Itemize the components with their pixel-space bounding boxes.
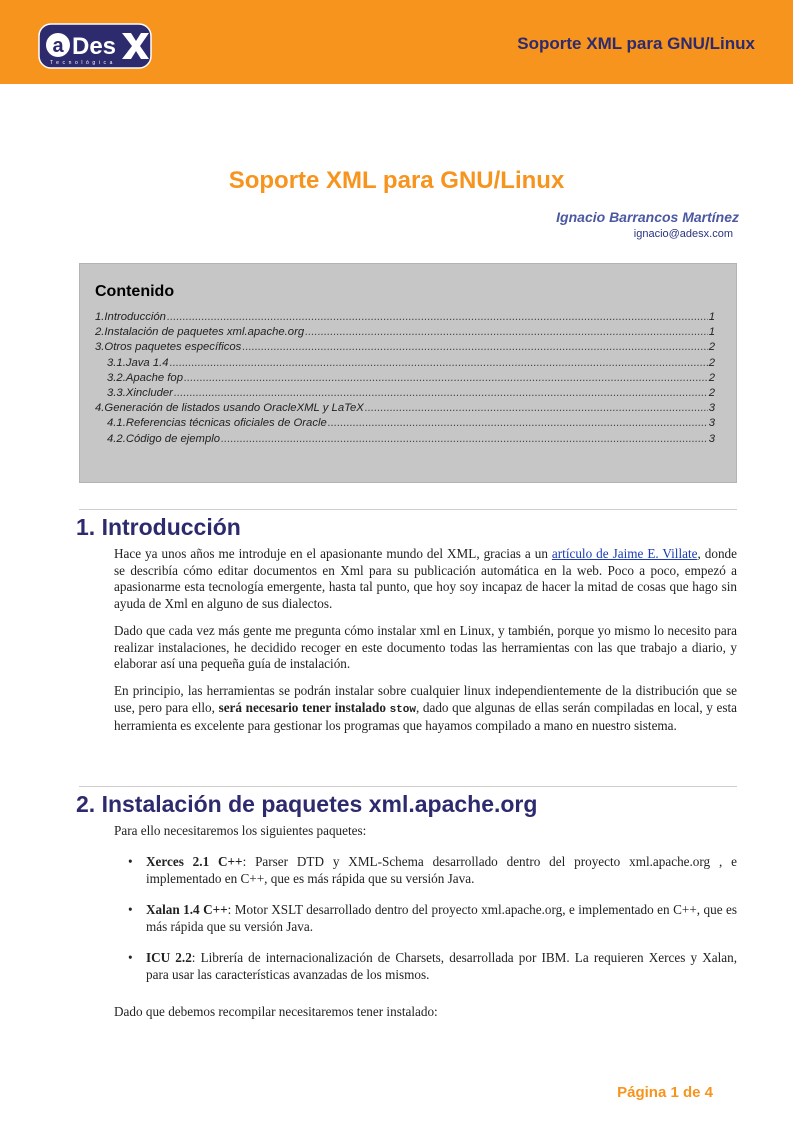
toc-entry[interactable]: 3.Otros paquetes específicos ..... 2	[95, 340, 715, 355]
paragraph: Dado que debemos recompilar necesitaremos tener instalado:	[114, 1004, 438, 1019]
list-item: • ICU 2.2: Librería de internacionalización de Charsets, desarrollada por IBM. La requieren Xerces y Xalan, para usar las características avanzadas de los mismos.	[128, 950, 737, 982]
bullet-icon: •	[128, 950, 133, 965]
page-number: Página 1 de 4	[617, 1084, 713, 1101]
list-item: • Xerces 2.1 C++: Parser DTD y XML-Schema desarrollado dentro del proyecto xml.apache.org , e implementado en C++, que es más rápida que su versión Java.	[128, 854, 737, 886]
bullet-icon: •	[128, 902, 133, 917]
paragraph: Para ello necesitaremos los siguientes paquetes:	[114, 823, 367, 838]
section-heading-instalacion: 2. Instalación de paquetes xml.apache.org	[76, 791, 538, 817]
toc-entry[interactable]: 4.2.Código de ejemplo ..... 3	[95, 432, 715, 447]
svg-text:Des: Des	[72, 33, 117, 60]
toc-entry[interactable]: 4.1.Referencias técnicas oficiales de Oracle ..... 3	[95, 416, 715, 431]
toc-entry[interactable]: 1.Introducción ..... 1	[95, 310, 715, 325]
paragraph: En principio, las herramientas se podrán instalar sobre cualquier linux independientemente de la distribución que se use, pero para ello, será necesario tener instalado stow, dado que algunas de ellas serán compiladas en local, y esta herramienta es excelente para gestionar los programas que hayamos compilado a mano en nuestro sistema.	[114, 683, 738, 733]
toc-entry[interactable]: 3.3.Xincluder ..... 2	[95, 386, 715, 401]
bullet-icon: •	[128, 854, 133, 869]
author-email: ignacio@adesx.com	[633, 228, 733, 240]
document-title: Soporte XML para GNU/Linux	[228, 167, 565, 194]
section-divider	[79, 786, 737, 787]
svg-text:a: a	[52, 35, 64, 57]
toc-entry[interactable]: 3.2.Apache fop ..... 2	[95, 371, 715, 386]
list-item: • Xalan 1.4 C++: Motor XSLT desarrollado dentro del proyecto xml.apache.org, e implementado en C++, que es más rápida que su versión Java.	[128, 902, 737, 934]
section-divider	[79, 509, 737, 510]
adesx-logo	[38, 23, 152, 69]
toc-entry[interactable]: 3.1.Java 1.4 ..... 2	[95, 356, 715, 371]
section-heading-introduccion: 1. Introducción	[76, 514, 241, 540]
package-list	[128, 854, 737, 983]
paragraph: Hace ya unos años me introduje en el apasionante mundo del XML, gracias a un artículo de Jaime E. Villate, donde se describía cómo editar documentos en Xml para su publicación automática en la web. Poco a poco, empezó a apasionarme esta tecnología emergente, hasta tal punto, que hoy soy incapaz de hacer la mitad de cosas que hago sin ayuda de Xml en alguno de sus dialectos.	[114, 546, 737, 611]
article-link[interactable]: artículo de Jaime E. Villate	[551, 546, 698, 561]
svg-text:Tecnológica: Tecnológica	[50, 60, 117, 66]
toc-list	[95, 310, 715, 447]
header-title: Soporte XML para GNU/Linux	[517, 34, 755, 53]
toc-entry[interactable]: 2.Instalación de paquetes xml.apache.org ..... 1	[95, 325, 715, 340]
stow-code: stow	[389, 703, 416, 716]
header-bar	[0, 0, 793, 84]
toc-entry[interactable]: 4.Generación de listados usando OracleXML y LaTeX ..... 3	[95, 401, 715, 416]
author-name: Ignacio Barrancos Martínez	[556, 209, 739, 225]
paragraph: Dado que cada vez más gente me pregunta cómo instalar xml en Linux, y también, porque yo mismo lo necesito para realizar instalaciones, he decidido recoger en este documento todas las herramientas con las que trabajo a diario, y elaborar así una pequeña guía de instalación.	[114, 623, 737, 671]
table-of-contents	[79, 263, 737, 483]
toc-heading: Contenido	[95, 283, 175, 300]
